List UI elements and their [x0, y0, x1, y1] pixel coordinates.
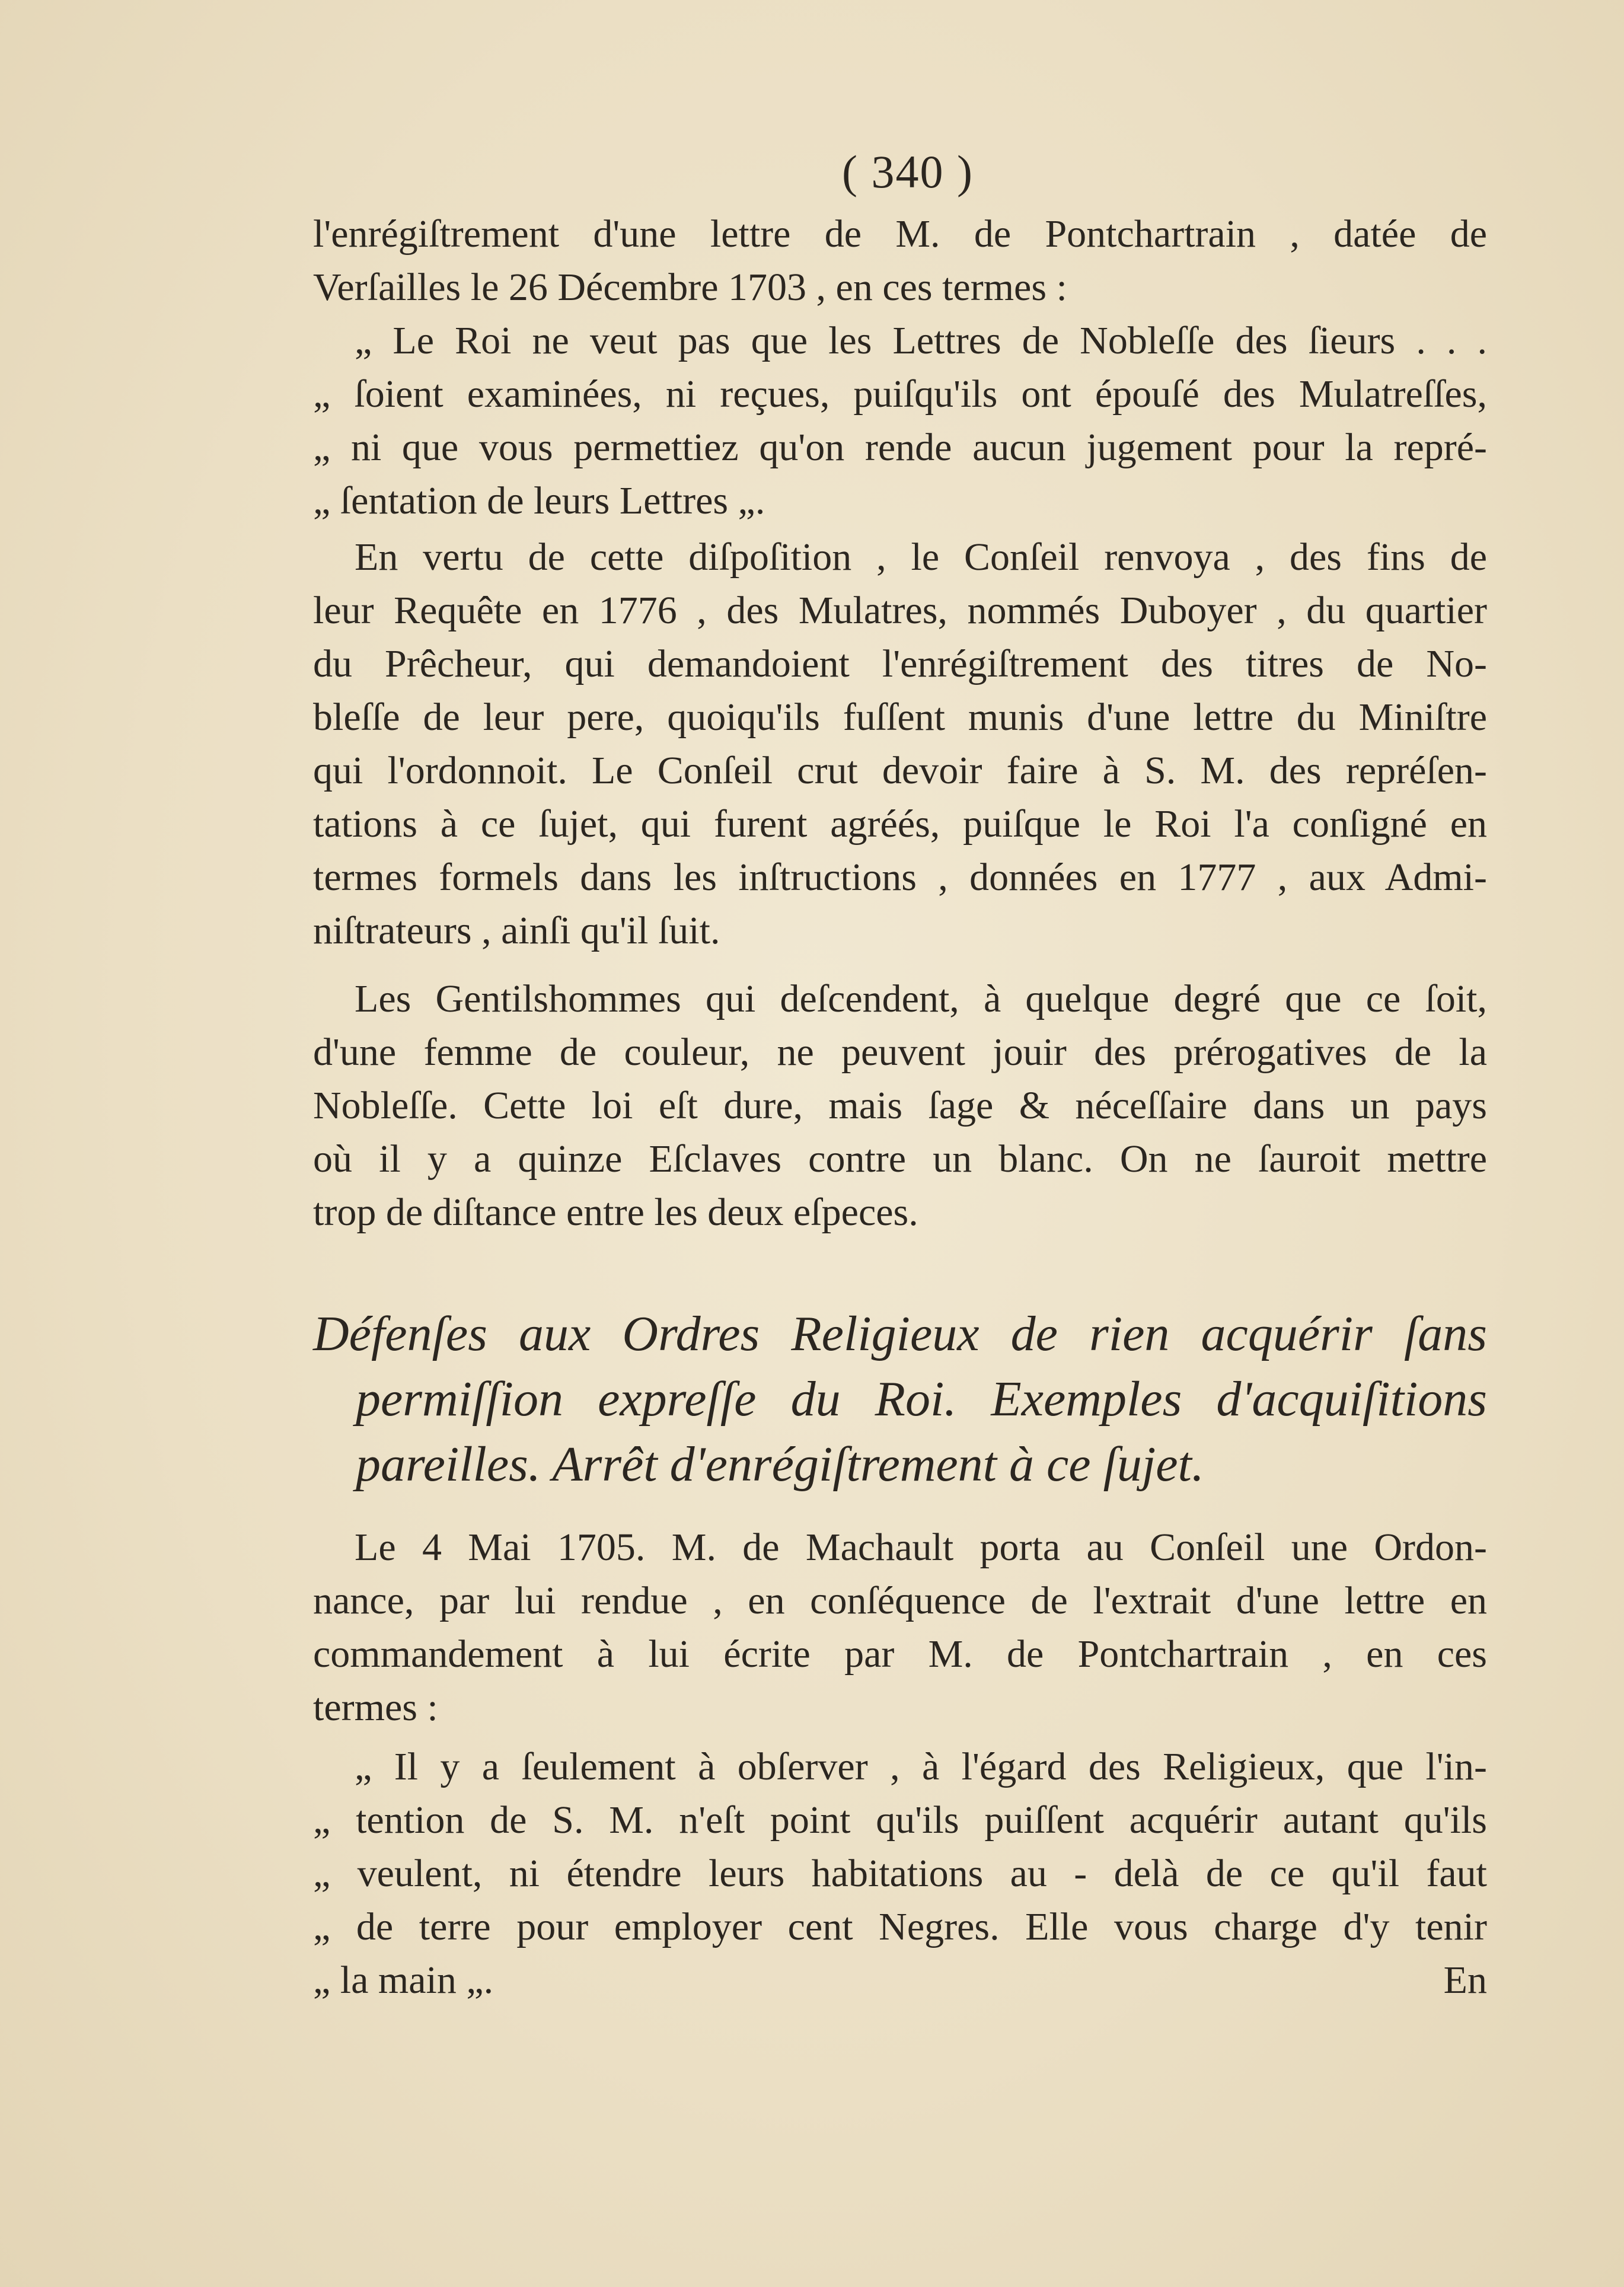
text-line: commandement à lui écrite par M. de Pontchartrain , en ces: [313, 1632, 1487, 1676]
quote-line: „ ni que vous permettiez qu'on rende aucun jugement pour la repré-: [313, 426, 1487, 469]
text-line: leur Requête en 1776 , des Mulatres, nommés Duboyer , du quartier: [313, 589, 1487, 632]
quote-line: „ veulent, ni étendre leurs habitations au - delà de ce qu'il faut: [313, 1852, 1487, 1895]
text-line: Nobleſſe. Cette loi eſt dure, mais ſage & néceſſaire dans un pays: [313, 1084, 1487, 1127]
page-number: ( 340 ): [842, 146, 974, 197]
text-line: l'enrégiſtrement d'une lettre de M. de Pontchartrain , datée de: [313, 212, 1487, 256]
text-line: bleſſe de leur pere, quoiqu'ils fuſſent munis d'une lettre du Miniſtre: [313, 696, 1487, 739]
text-line: Les Gentilshommes qui deſcendent, à quelque degré que ce ſoit,: [355, 977, 1487, 1020]
quote-line: „ Il y a ſeulement à obſerver , à l'égard des Religieux, que l'in-: [355, 1745, 1487, 1788]
section-heading: Défenſes aux Ordres Religieux de rien acquérir ſans: [313, 1306, 1487, 1361]
text-line: où il y a quinze Eſclaves contre un blanc. On ne ſauroit mettre: [313, 1137, 1487, 1181]
text-line: trop de diſtance entre les deux eſpeces.: [313, 1191, 918, 1234]
section-heading: permiſſion expreſſe du Roi. Exemples d'acquiſitions: [356, 1371, 1487, 1427]
quote-line: „ tention de S. M. n'eſt point qu'ils puiſſent acquérir autant qu'ils: [313, 1798, 1487, 1842]
quote-line: „ ſentation de leurs Lettres „.: [313, 479, 765, 522]
quote-line: „ de terre pour employer cent Negres. Elle vous charge d'y tenir: [313, 1905, 1487, 1948]
text-line: d'une femme de couleur, ne peuvent jouir des prérogatives de la: [313, 1031, 1487, 1074]
text-line: nance, par lui rendue , en conſéquence de l'extrait d'une lettre en: [313, 1579, 1487, 1622]
quote-line: „ Le Roi ne veut pas que les Lettres de Nobleſſe des ſieurs . . .: [355, 319, 1487, 362]
text-line: Verſailles le 26 Décembre 1703 , en ces termes :: [313, 266, 1067, 309]
text-line: termes :: [313, 1686, 438, 1729]
text-line: du Prêcheur, qui demandoient l'enrégiſtrement des titres de No-: [313, 642, 1487, 685]
catchword: En: [1443, 1959, 1487, 2002]
text-line: termes formels dans les inſtructions , données en 1777 , aux Admi-: [313, 856, 1487, 899]
text-line: tations à ce ſujet, qui furent agréés, puiſque le Roi l'a conſigné en: [313, 802, 1487, 846]
section-heading: pareilles. Arrêt d'enrégiſtrement à ce ſujet.: [356, 1437, 1204, 1492]
text-line: niſtrateurs , ainſi qu'il ſuit.: [313, 909, 720, 952]
text-line: En vertu de cette diſpoſition , le Conſeil renvoya , des fins de: [355, 535, 1487, 579]
text-line: qui l'ordonnoit. Le Conſeil crut devoir faire à S. M. des repréſen-: [313, 749, 1487, 792]
quote-line: „ ſoient examinées, ni reçues, puiſqu'ils ont épouſé des Mulatreſſes,: [313, 372, 1487, 416]
quote-line: „ la main „.: [313, 1959, 494, 2002]
text-line: Le 4 Mai 1705. M. de Machault porta au Conſeil une Ordon-: [355, 1526, 1487, 1569]
